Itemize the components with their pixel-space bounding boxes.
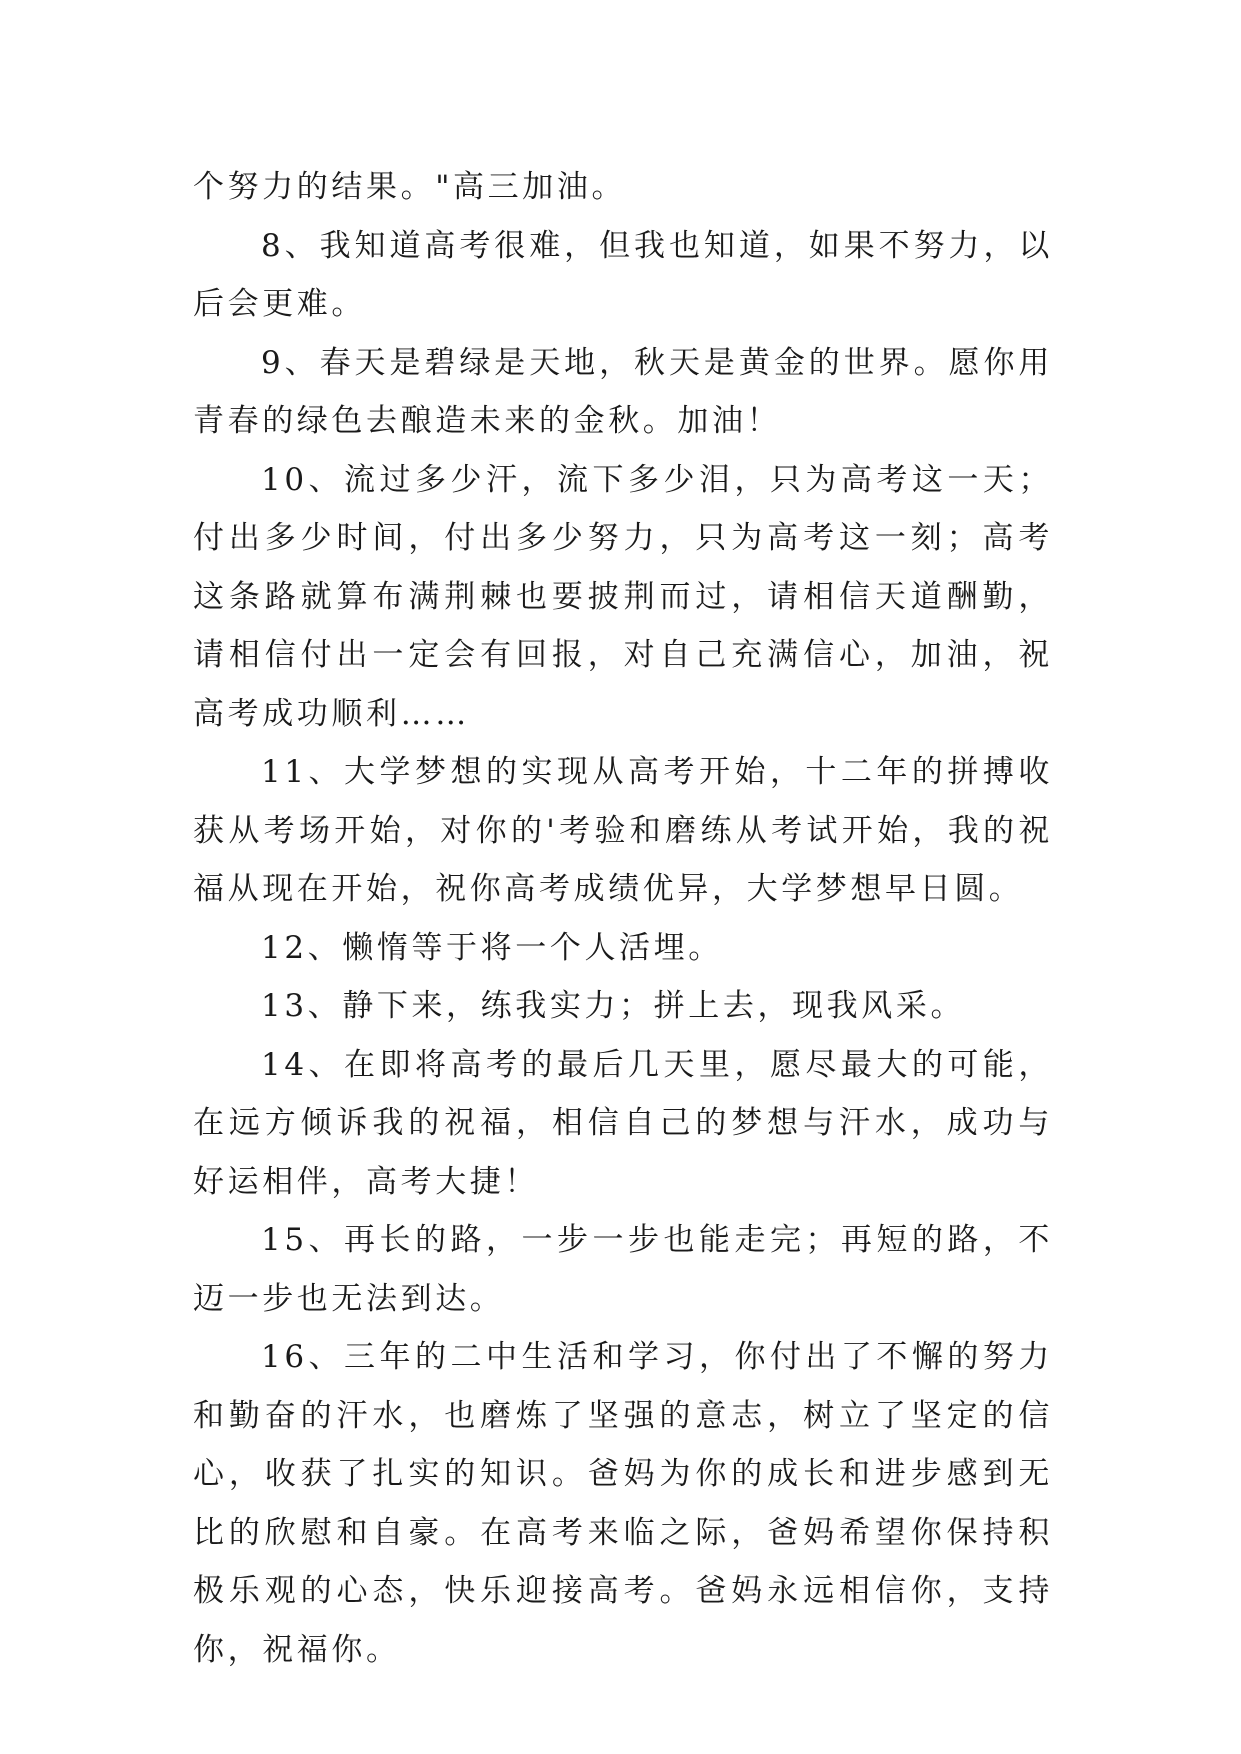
document-body	[193, 158, 1053, 1679]
paragraph-item-13: 13、静下来，练我实力；拼上去，现我风采。	[261, 988, 966, 1024]
paragraph-item-14: 14、在即将高考的最后几天里，愿尽最大的可能，在远方倾诉我的祝福，相信自己的梦想与汗水，成功与好运相伴，高考大捷！	[193, 1046, 1053, 1200]
paragraph-item-15: 15、再长的路，一步一步也能走完；再短的路，不迈一步也无法到达。	[193, 1222, 1053, 1317]
paragraph-item-10: 10、流过多少汗，流下多少泪，只为高考这一天；付出多少时间，付出多少努力，只为高考这一刻；高考这条路就算布满荆棘也要披荆而过，请相信天道酬勤，请相信付出一定会有回报，对自己充满信心，加油，祝高考成功顺利……	[193, 461, 1053, 732]
paragraph-continuation: 个努力的结果。"高三加油。	[193, 169, 627, 205]
paragraph-item-11: 11、大学梦想的实现从高考开始，十二年的拼搏收获从考场开始，对你的'考验和磨练从考试开始，我的祝福从现在开始，祝你高考成绩优异，大学梦想早日圆。	[193, 754, 1053, 907]
paragraph-item-16: 16、三年的二中生活和学习，你付出了不懈的努力和勤奋的汗水，也磨炼了坚强的意志，树立了坚定的信心，收获了扎实的知识。爸妈为你的成长和进步感到无比的欣慰和自豪。在高考来临之际，爸妈希望你保持积极乐观的心态，快乐迎接高考。爸妈永远相信你，支持你，祝福你。	[193, 1339, 1053, 1668]
paragraph-item-8: 8、我知道高考很难，但我也知道，如果不努力，以后会更难。	[193, 227, 1053, 322]
paragraph-item-9: 9、春天是碧绿是天地，秋天是黄金的世界。愿你用青春的绿色去酿造未来的金秋。加油！	[193, 344, 1053, 439]
paragraph-item-12: 12、懒惰等于将一个人活埋。	[261, 929, 723, 966]
